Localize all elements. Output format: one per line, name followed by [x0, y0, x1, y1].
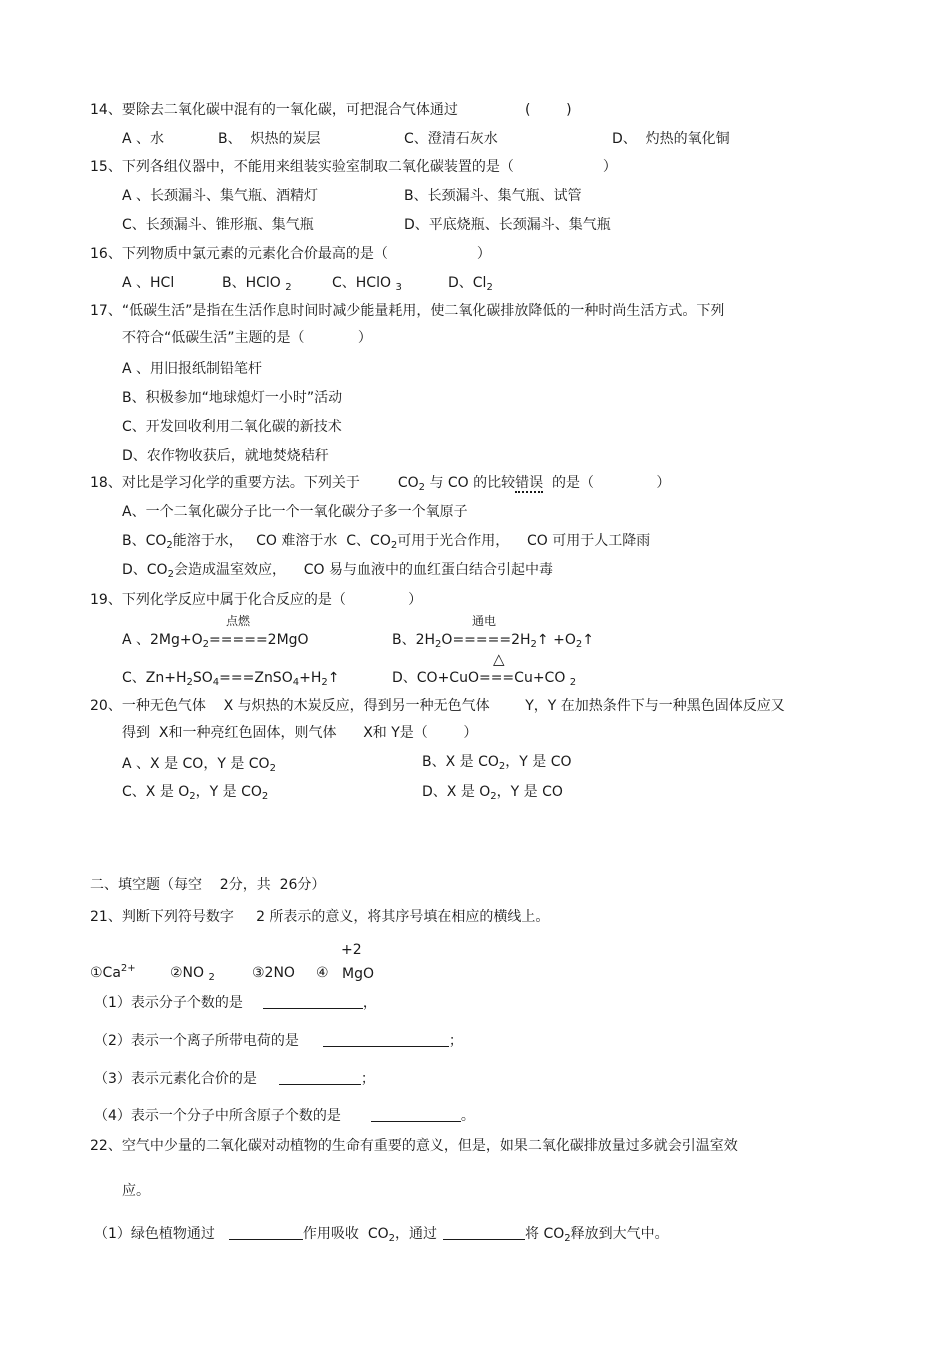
- q22-stem-line1: 22、空气中少量的二氧化碳对动植物的生命有重要的意义，但是，如果二氧化碳排放量过多就会引温室效: [90, 1138, 738, 1154]
- q17-stem-line1: 17、“低碳生活”是指在生活作息时间时减少能量耗用，使二氧化碳排放降低的一种时尚生活方式。下列: [90, 303, 725, 319]
- q21-part-3: [94, 1070, 375, 1088]
- q16-option-d: [448, 274, 493, 292]
- q19-condition-ignite: 点燃: [226, 614, 251, 628]
- q20-stem-line2: 得到 X和一种亮红色固体，则气体 X和 Y是（ ）: [122, 725, 478, 741]
- q16-option-c-sub: 3: [395, 282, 402, 293]
- q21-part-3-label: （3）表示元素化合价的是: [94, 1071, 257, 1087]
- q21-part-4-end: 。: [460, 1108, 475, 1124]
- q16-option-b: [222, 274, 292, 292]
- q21-part-3-blank[interactable]: [279, 1070, 361, 1085]
- q16-option-d-sub: 2: [486, 282, 493, 293]
- q18-option-b-sub: 2: [166, 540, 173, 551]
- q15-option-c: C、长颈漏斗、锥形瓶、集气瓶: [122, 217, 314, 233]
- q18-stem: [90, 474, 670, 492]
- q19-option-b-sub1: 2: [435, 639, 442, 650]
- q21-part-3-end: ；: [360, 1071, 375, 1087]
- q18-stem-co2-sub: 2: [418, 482, 425, 493]
- q20-option-d-text: D、X 是 O: [422, 784, 491, 800]
- q21-symbol-1-sup: 2+: [120, 963, 136, 974]
- q16-option-d-text: D、Cl: [448, 275, 487, 291]
- q14-option-d: D、 灼热的氧化铜: [612, 131, 730, 147]
- q16-option-c-text: C、HClO: [332, 275, 391, 291]
- q22-stem-line2: 应。: [122, 1183, 150, 1199]
- q20-option-b-sub: 2: [498, 761, 506, 772]
- q20-option-d: [422, 783, 563, 801]
- q20-option-c-y: ，Y 是 CO: [195, 784, 262, 800]
- q18-stem-part-c: 与 CO 的比较: [429, 475, 516, 491]
- q19-option-b-arrow: ↑: [582, 632, 594, 648]
- q19-option-b-sub2: 2: [530, 639, 537, 650]
- q20-option-c-sub2: 2: [261, 791, 269, 802]
- q18-stem-part-a: 18、对比是学习化学的重要方法。下列关于: [90, 475, 360, 491]
- q14-answer-paren: ( ): [525, 102, 572, 118]
- q21-part-1: [94, 994, 377, 1012]
- q19-option-d: [392, 669, 576, 687]
- q19-option-b-o2: ↑ +O: [536, 632, 576, 648]
- q21-part-4-label: （4）表示一个分子中所含原子个数的是: [94, 1108, 341, 1124]
- q20-option-b-text: B、X 是 CO: [422, 754, 499, 770]
- q19-option-c-sub1: 2: [186, 677, 193, 688]
- q19-option-d-sub: 2: [569, 677, 577, 688]
- q21-part-1-label: （1）表示分子个数的是: [94, 995, 243, 1011]
- q22-part-1-absorb: 作用吸收 CO: [302, 1226, 389, 1242]
- q15-option-a: A 、长颈漏斗、集气瓶、酒精灯: [122, 188, 319, 204]
- q15-stem: 15、下列各组仪器中，不能用来组装实验室制取二氧化碳装置的是（ ）: [90, 159, 617, 175]
- q21-part-1-blank[interactable]: [263, 994, 363, 1009]
- q20-option-c-sub1: 2: [189, 791, 196, 802]
- q21-valence-mark: +2: [341, 942, 362, 958]
- q21-symbol-1-text: ①Ca: [90, 965, 121, 981]
- q21-symbol-2: [170, 964, 215, 982]
- q21-part-2-blank[interactable]: [323, 1032, 449, 1047]
- q22-part-1-label: （1）绿色植物通过: [94, 1226, 215, 1242]
- q20-option-a: [122, 755, 276, 773]
- q22-part-1-via: ，通过: [395, 1226, 437, 1242]
- q14-option-a: A 、水: [122, 131, 165, 147]
- q17-stem-line2: 不符合“低碳生活”主题的是（ ）: [122, 330, 372, 346]
- q21-part-1-end: ，: [362, 995, 377, 1011]
- q21-part-2: [94, 1032, 463, 1050]
- q18-option-d: [122, 561, 553, 579]
- q14-option-c: C、澄清石灰水: [404, 131, 498, 147]
- q17-option-d: D、农作物收获后，就地焚烧秸秆: [122, 448, 329, 464]
- q21-symbol-4-index: ④: [316, 965, 329, 981]
- q19-option-c-sub3: 4: [292, 677, 300, 688]
- q20-stem-line1: 20、一种无色气体 X 与炽热的木炭反应，得到另一种无色气体 Y，Y 在加热条件下与一种黑色固体反应又: [90, 698, 785, 714]
- q19-option-c-mid: ===ZnSO: [219, 670, 293, 686]
- q22-part-1-release: 将 CO: [525, 1226, 565, 1242]
- q14-stem-text: 14、要除去二氧化碳中混有的一氧化碳，可把混合气体通过: [90, 102, 458, 118]
- q19-option-b-mid: O=====2H: [441, 632, 531, 648]
- q22-part-1-end: 释放到大气中。: [570, 1226, 669, 1242]
- q19-option-a-right: =====2MgO: [209, 632, 309, 648]
- q19-option-c-sub4: 2: [321, 677, 328, 688]
- q19-condition-electric: 通电: [472, 614, 497, 628]
- q19-option-d-text: D、CO+CuO===Cu+CO: [392, 670, 566, 686]
- section-two-title: 二、填空题（每空 2分，共 26分）: [90, 877, 326, 893]
- q22-part-1-sub2: 2: [564, 1233, 571, 1244]
- q20-option-a-sub: 2: [269, 763, 276, 774]
- q19-option-c-h: +H: [299, 670, 322, 686]
- q18-option-c-sub: 2: [390, 540, 398, 551]
- q18-stem-co2: CO: [397, 475, 419, 491]
- q16-stem: 16、下列物质中氯元素的元素化合价最高的是（ ）: [90, 246, 491, 262]
- q21-stem: 21、判断下列符号数字 2 所表示的意义，将其序号填在相应的横线上。: [90, 909, 550, 925]
- q18-stem-part-d: 的是（ ）: [543, 475, 671, 491]
- q19-option-c-so: SO: [192, 670, 213, 686]
- q20-option-d-y: ，Y 是 CO: [496, 784, 563, 800]
- q19-option-c: [122, 669, 339, 687]
- q14-stem: [90, 101, 458, 119]
- q20-option-b-y: ，Y 是 CO: [505, 754, 572, 770]
- q21-part-2-end: ；: [448, 1033, 463, 1049]
- q18-option-b-co2: B、CO: [122, 533, 167, 549]
- q18-option-a: A、一个二氧化碳分子比一个一氧化碳分子多一个氧原子: [122, 504, 468, 520]
- q18-option-d-text: 会造成温室效应， CO 易与血液中的血红蛋白结合引起中毒: [173, 562, 553, 578]
- q19-option-a: [122, 631, 309, 649]
- q22-part-1-blank-1[interactable]: [229, 1225, 303, 1240]
- q19-option-c-left: C、Zn+H: [122, 670, 187, 686]
- q17-option-a: A 、用旧报纸制铅笔杆: [122, 361, 263, 377]
- q19-stem: 19、下列化学反应中属于化合反应的是（ ）: [90, 592, 423, 608]
- q19-option-b-left: B、2H: [392, 632, 436, 648]
- q19-option-c-sub2: 4: [212, 677, 220, 688]
- q21-symbol-4: MgO: [342, 966, 374, 982]
- q19-option-c-arrow: ↑: [327, 670, 340, 686]
- q21-symbol-2-text: ②NO: [170, 965, 205, 981]
- q15-option-d: D、平底烧瓶、长颈漏斗、集气瓶: [404, 217, 611, 233]
- q18-option-d-sub: 2: [167, 569, 174, 580]
- q18-option-bc: [122, 532, 650, 550]
- q21-part-4-blank[interactable]: [371, 1107, 461, 1122]
- q21-symbol-2-sub: 2: [208, 972, 215, 983]
- q14-option-b: B、 炽热的炭层: [218, 131, 321, 147]
- q16-option-c: [332, 274, 402, 292]
- q15-option-b: B、长颈漏斗、集气瓶、试管: [404, 188, 582, 204]
- q21-part-4: [94, 1107, 475, 1125]
- q20-option-c: [122, 783, 268, 801]
- q19-option-b: [392, 631, 594, 649]
- q21-symbol-1: [90, 964, 136, 982]
- q22-part-1-blank-2[interactable]: [443, 1225, 525, 1240]
- q16-option-a: A 、HCl: [122, 275, 175, 291]
- q18-stem-emphasis: 错误: [515, 475, 544, 491]
- q19-option-a-left: A 、2Mg+O: [122, 632, 203, 648]
- q21-part-2-label: （2）表示一个离子所带电荷的是: [94, 1033, 299, 1049]
- q22-part-1: [94, 1225, 669, 1243]
- q20-option-c-text: C、X 是 O: [122, 784, 190, 800]
- q19-option-a-sub: 2: [202, 639, 210, 650]
- q20-option-a-text: A 、X 是 CO，Y 是 CO: [122, 756, 270, 772]
- q19-option-b-sub3: 2: [575, 639, 583, 650]
- q16-option-b-sub: 2: [285, 282, 292, 293]
- q21-symbol-3: ③2NO: [252, 965, 295, 981]
- q17-option-c: C、开发回收利用二氧化碳的新技术: [122, 419, 342, 435]
- q18-option-b-text: 能溶于水， CO 难溶于水 C、CO: [172, 533, 391, 549]
- q18-option-c-text: 可用于光合作用， CO 可用于人工降雨: [397, 533, 651, 549]
- q22-part-1-sub1: 2: [388, 1233, 395, 1244]
- q19-condition-heat: △: [493, 650, 505, 668]
- q17-option-b: B、积极参加“地球熄灯一小时”活动: [122, 390, 343, 406]
- q20-option-b: [422, 753, 572, 771]
- q20-option-d-sub: 2: [490, 791, 497, 802]
- q18-option-d-co2: D、CO: [122, 562, 168, 578]
- q16-option-b-text: B、HClO: [222, 275, 281, 291]
